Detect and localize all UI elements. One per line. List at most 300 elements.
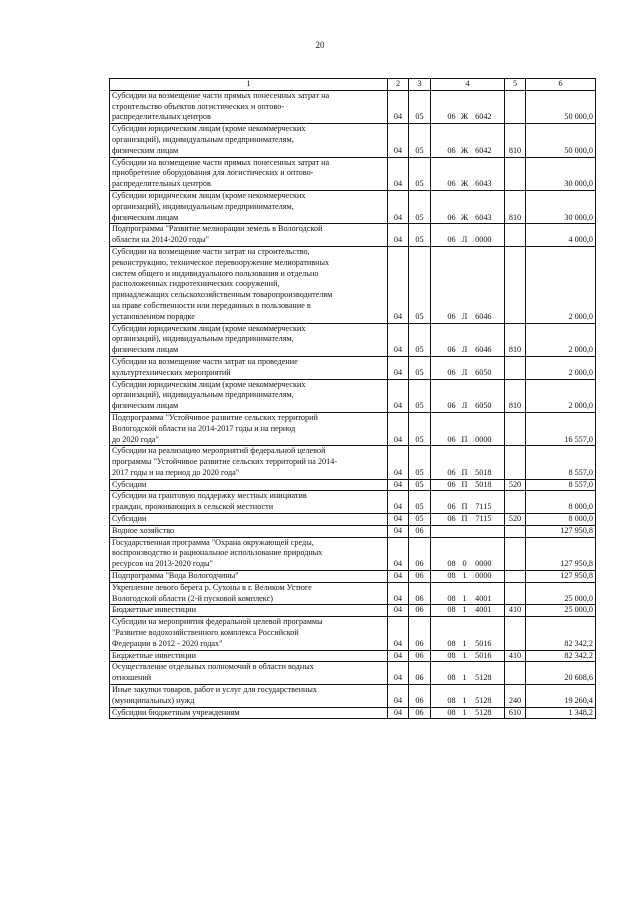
row-name-line: Осуществление отдельных полномочий в области водных xyxy=(112,662,314,672)
row-subsection: 05 xyxy=(409,356,431,379)
target-article-part: 7115 xyxy=(475,502,492,512)
row-amount: 127 950,8 xyxy=(526,537,596,570)
target-article-part: Ж xyxy=(460,179,469,189)
table-row xyxy=(110,662,596,685)
target-article-part: 6043 xyxy=(475,179,492,189)
row-expense-type: 810 xyxy=(505,379,526,412)
row-subsection: 06 xyxy=(409,662,431,685)
target-article-part: 1 xyxy=(462,638,467,648)
target-article-part: 06 xyxy=(447,212,456,222)
row-section: 04 xyxy=(388,356,409,379)
row-subsection: 06 xyxy=(409,537,431,570)
target-article-part: 7115 xyxy=(475,514,492,524)
row-name xyxy=(110,605,388,617)
row-expense-type xyxy=(505,491,526,514)
target-article-part: 08 xyxy=(447,559,456,569)
row-name-line: приобретение оборудования для логистических и оптово- xyxy=(112,168,314,178)
row-name xyxy=(110,124,388,157)
target-article-part: 0 xyxy=(462,559,467,569)
row-target-article xyxy=(431,379,505,412)
row-name xyxy=(110,246,388,323)
row-target-article xyxy=(431,190,505,223)
row-name-line: организаций), индивидуальным предпринимателям, xyxy=(112,134,294,144)
row-name-line: на праве собственности или переданных в пользование в xyxy=(112,300,311,310)
target-article-part: 6046 xyxy=(475,311,492,321)
row-name xyxy=(110,662,388,685)
target-article-part: 0000 xyxy=(475,559,492,569)
table-row xyxy=(110,571,596,583)
target-article-part: П xyxy=(461,479,468,489)
row-subsection: 05 xyxy=(409,124,431,157)
table-row xyxy=(110,479,596,491)
row-amount: 127 950,8 xyxy=(526,571,596,583)
row-name-line: (муниципальных) нужд xyxy=(112,695,195,705)
target-article-part: 08 xyxy=(447,571,456,581)
target-article-part: П xyxy=(461,502,468,512)
row-section: 04 xyxy=(388,479,409,491)
target-article-part: 6050 xyxy=(475,401,492,411)
row-amount: 25 000,0 xyxy=(526,605,596,617)
target-article-part: Л xyxy=(461,367,468,377)
row-amount: 50 000,0 xyxy=(526,90,596,123)
row-name xyxy=(110,157,388,190)
target-article-part: 1 xyxy=(462,707,467,717)
target-article-part: 5128 xyxy=(475,673,492,683)
row-name xyxy=(110,446,388,479)
row-name-line: распределительных центров xyxy=(112,112,211,122)
row-subsection: 05 xyxy=(409,90,431,123)
row-name xyxy=(110,491,388,514)
target-article-part: П xyxy=(461,514,468,524)
row-section: 04 xyxy=(388,617,409,650)
row-name xyxy=(110,650,388,662)
row-name-line: культуртехнических мероприятий xyxy=(112,367,231,377)
row-expense-type xyxy=(505,224,526,247)
header-col-5: 5 xyxy=(505,79,526,91)
target-article-part: 5016 xyxy=(475,638,492,648)
target-article-part: 6042 xyxy=(475,145,492,155)
header-col-1: 1 xyxy=(110,79,388,91)
row-amount: 25 000,0 xyxy=(526,582,596,605)
target-article-part: 06 xyxy=(447,401,456,411)
row-name-line: Подпрограмма "Вода Вологодчины" xyxy=(112,571,239,581)
table-row xyxy=(110,514,596,526)
row-name-line: области на 2014-2020 годы" xyxy=(112,235,210,245)
row-expense-type xyxy=(505,537,526,570)
row-subsection: 06 xyxy=(409,582,431,605)
row-expense-type xyxy=(505,617,526,650)
row-name-line: Субсидии на возмещение части прямых понесенных затрат на xyxy=(112,90,330,100)
target-article-part: 08 xyxy=(447,707,456,717)
row-name xyxy=(110,617,388,650)
row-subsection: 05 xyxy=(409,412,431,445)
target-article-part: 08 xyxy=(447,593,456,603)
row-name-line: Укрепление левого берега р. Сухоны в г. Великом Устюге xyxy=(112,582,312,592)
row-name-line: Вологодской области (2-й пусковой комплекс) xyxy=(112,593,273,603)
row-expense-type: 240 xyxy=(505,685,526,708)
row-subsection: 05 xyxy=(409,379,431,412)
row-name-line: Субсидии юридическим лицам (кроме некоммерческих xyxy=(112,379,306,389)
row-name-line: граждан, проживающих в сельской местности xyxy=(112,502,274,512)
header-col-2: 2 xyxy=(388,79,409,91)
target-article-part: 08 xyxy=(447,695,456,705)
row-section: 04 xyxy=(388,157,409,190)
row-name-line: распределительных центров xyxy=(112,179,211,189)
target-article-part: 06 xyxy=(447,479,456,489)
target-article-part: 0000 xyxy=(475,235,492,245)
row-name-line: "Развитие водохозяйственного комплекса Российской xyxy=(112,628,299,638)
target-article-part: 06 xyxy=(447,502,456,512)
row-expense-type xyxy=(505,582,526,605)
target-article-part: 0000 xyxy=(475,571,492,581)
row-name-line: Субсидии на грантовую поддержку местных инициатив xyxy=(112,491,307,501)
row-target-article xyxy=(431,446,505,479)
row-section: 04 xyxy=(388,224,409,247)
row-target-article xyxy=(431,246,505,323)
row-amount: 82 342,2 xyxy=(526,617,596,650)
target-article-part: 06 xyxy=(447,345,456,355)
row-name-line: отношений xyxy=(112,673,152,683)
row-amount: 20 608,6 xyxy=(526,662,596,685)
row-section: 04 xyxy=(388,514,409,526)
row-name-line: Субсидии юридическим лицам (кроме некоммерческих xyxy=(112,323,306,333)
row-name-line: Бюджетные инвестиции xyxy=(112,605,197,615)
target-article-part: 0000 xyxy=(475,434,492,444)
row-section: 04 xyxy=(388,650,409,662)
page-number: 20 xyxy=(315,40,325,50)
target-article-part: 08 xyxy=(447,605,456,615)
row-expense-type: 610 xyxy=(505,707,526,719)
row-amount: 2 000,0 xyxy=(526,356,596,379)
target-article-part: 5128 xyxy=(475,695,492,705)
row-section: 04 xyxy=(388,190,409,223)
row-amount: 30 000,0 xyxy=(526,190,596,223)
target-article-part: П xyxy=(461,434,468,444)
target-article-part: Л xyxy=(461,311,468,321)
target-article-part: 4001 xyxy=(475,593,492,603)
row-subsection: 06 xyxy=(409,650,431,662)
row-subsection: 05 xyxy=(409,491,431,514)
target-article-part: Л xyxy=(461,401,468,411)
header-col-6: 6 xyxy=(526,79,596,91)
row-amount: 82 342,2 xyxy=(526,650,596,662)
row-section: 04 xyxy=(388,525,409,537)
row-section: 04 xyxy=(388,571,409,583)
target-article-part: Ж xyxy=(460,145,469,155)
table-row xyxy=(110,605,596,617)
row-target-article xyxy=(431,685,505,708)
target-article-part: 08 xyxy=(447,673,456,683)
row-target-article xyxy=(431,157,505,190)
row-expense-type xyxy=(505,157,526,190)
row-target-article xyxy=(431,582,505,605)
row-name xyxy=(110,685,388,708)
row-section: 04 xyxy=(388,537,409,570)
row-target-article xyxy=(431,224,505,247)
row-name-line: ресурсов на 2013-2020 годы" xyxy=(112,559,213,569)
row-section: 04 xyxy=(388,662,409,685)
budget-table xyxy=(109,78,596,719)
target-article-part: Л xyxy=(461,345,468,355)
row-expense-type xyxy=(505,356,526,379)
row-name xyxy=(110,190,388,223)
row-name-line: физическим лицам xyxy=(112,145,179,155)
row-target-article xyxy=(431,571,505,583)
table-row xyxy=(110,246,596,323)
target-article-part: 4001 xyxy=(475,605,492,615)
row-amount: 16 557,0 xyxy=(526,412,596,445)
row-expense-type: 410 xyxy=(505,605,526,617)
row-name xyxy=(110,525,388,537)
row-name xyxy=(110,707,388,719)
row-target-article xyxy=(431,650,505,662)
table-row xyxy=(110,617,596,650)
row-expense-type xyxy=(505,662,526,685)
target-article-part: 1 xyxy=(462,673,467,683)
row-name-line: строительство объектов логистических и оптово- xyxy=(112,101,285,111)
row-target-article xyxy=(431,124,505,157)
target-article-part: Л xyxy=(461,235,468,245)
row-name xyxy=(110,323,388,356)
row-name-line: принадлежащих сельскохозяйственным товаропроизводителям xyxy=(112,290,333,300)
row-target-article xyxy=(431,662,505,685)
row-name-line: Субсидии на мероприятия федеральной целевой программы xyxy=(112,617,323,627)
target-article-part: Ж xyxy=(460,212,469,222)
row-name-line: Субсидии xyxy=(112,479,147,489)
row-name-line: 2017 годы и на период до 2020 года" xyxy=(112,467,240,477)
row-amount: 19 260,4 xyxy=(526,685,596,708)
row-expense-type: 410 xyxy=(505,650,526,662)
row-target-article xyxy=(431,412,505,445)
row-expense-type: 810 xyxy=(505,323,526,356)
row-expense-type: 810 xyxy=(505,124,526,157)
row-amount: 8 000,0 xyxy=(526,491,596,514)
row-target-article xyxy=(431,707,505,719)
row-subsection: 06 xyxy=(409,617,431,650)
table-row xyxy=(110,582,596,605)
row-section: 04 xyxy=(388,379,409,412)
row-expense-type xyxy=(505,571,526,583)
target-article-part: 06 xyxy=(447,235,456,245)
row-name xyxy=(110,224,388,247)
row-name-line: Субсидии юридическим лицам (кроме некоммерческих xyxy=(112,190,306,200)
row-name-line: Субсидии xyxy=(112,514,147,524)
row-section: 04 xyxy=(388,323,409,356)
row-expense-type xyxy=(505,90,526,123)
target-article-part: 06 xyxy=(447,434,456,444)
row-target-article xyxy=(431,605,505,617)
row-amount: 1 348,2 xyxy=(526,707,596,719)
row-subsection: 05 xyxy=(409,514,431,526)
row-name-line: Субсидии юридическим лицам (кроме некоммерческих xyxy=(112,124,306,134)
row-subsection: 06 xyxy=(409,525,431,537)
row-subsection: 06 xyxy=(409,685,431,708)
row-name-line: физическим лицам xyxy=(112,401,179,411)
row-name-line: реконструкцию, техническое перевооружение мелиоративных xyxy=(112,257,330,267)
target-article-part: 1 xyxy=(462,695,467,705)
row-section: 04 xyxy=(388,90,409,123)
row-subsection: 05 xyxy=(409,190,431,223)
row-name-line: воспроизводство и рациональное использование природных xyxy=(112,548,323,558)
target-article-part: 08 xyxy=(447,638,456,648)
row-amount: 8 000,0 xyxy=(526,514,596,526)
row-target-article xyxy=(431,514,505,526)
row-expense-type xyxy=(505,446,526,479)
table-row xyxy=(110,707,596,719)
row-name xyxy=(110,479,388,491)
target-article-part: 6042 xyxy=(475,112,492,122)
row-amount: 2 000,0 xyxy=(526,246,596,323)
row-name-line: физическим лицам xyxy=(112,345,179,355)
target-article-part: 06 xyxy=(447,179,456,189)
row-subsection: 05 xyxy=(409,479,431,491)
row-expense-type xyxy=(505,246,526,323)
row-name-line: установленном порядке xyxy=(112,311,195,321)
row-target-article xyxy=(431,491,505,514)
table-row xyxy=(110,379,596,412)
target-article-part: 1 xyxy=(462,650,467,660)
table-row xyxy=(110,323,596,356)
target-article-part: П xyxy=(461,467,468,477)
target-article-part: 06 xyxy=(447,514,456,524)
row-subsection: 05 xyxy=(409,246,431,323)
row-name-line: физическим лицам xyxy=(112,212,179,222)
table-row xyxy=(110,650,596,662)
row-name xyxy=(110,356,388,379)
target-article-part: 1 xyxy=(462,605,467,615)
target-article-part: 1 xyxy=(462,593,467,603)
row-section: 04 xyxy=(388,605,409,617)
row-name-line: Подпрограмма "Развитие мелиорации земель в Вологодской xyxy=(112,224,323,234)
row-target-article xyxy=(431,479,505,491)
row-amount: 127 950,8 xyxy=(526,525,596,537)
row-amount: 8 557,0 xyxy=(526,479,596,491)
row-expense-type: 520 xyxy=(505,514,526,526)
table-row xyxy=(110,491,596,514)
header-col-3: 3 xyxy=(409,79,431,91)
row-name-line: Иные закупки товаров, работ и услуг для государственных xyxy=(112,685,317,695)
table-row xyxy=(110,90,596,123)
row-name xyxy=(110,571,388,583)
table-row xyxy=(110,124,596,157)
row-section: 04 xyxy=(388,124,409,157)
row-name xyxy=(110,412,388,445)
row-name xyxy=(110,379,388,412)
target-article-part: 5018 xyxy=(475,479,492,489)
row-name-line: организаций), индивидуальным предпринимателям, xyxy=(112,390,294,400)
target-article-part: 1 xyxy=(462,571,467,581)
row-name-line: Субсидии на возмещение части прямых понесенных затрат на xyxy=(112,157,330,167)
target-article-part: 08 xyxy=(447,650,456,660)
row-name-line: Подпрограмма "Устойчивое развитие сельских территорий xyxy=(112,412,318,422)
row-name-line: Субсидии на возмещение части затрат на проведение xyxy=(112,356,298,366)
row-section: 04 xyxy=(388,685,409,708)
row-name xyxy=(110,582,388,605)
row-amount: 2 000,0 xyxy=(526,379,596,412)
row-expense-type: 520 xyxy=(505,479,526,491)
row-target-article xyxy=(431,525,505,537)
row-subsection: 05 xyxy=(409,323,431,356)
row-target-article xyxy=(431,356,505,379)
table-row xyxy=(110,412,596,445)
row-name-line: организаций), индивидуальным предпринимателям, xyxy=(112,334,294,344)
row-amount: 30 000,0 xyxy=(526,157,596,190)
row-section: 04 xyxy=(388,707,409,719)
row-name xyxy=(110,90,388,123)
row-name-line: до 2020 года" xyxy=(112,434,159,444)
row-expense-type xyxy=(505,525,526,537)
row-amount: 8 557,0 xyxy=(526,446,596,479)
row-section: 04 xyxy=(388,246,409,323)
target-article-part: 5128 xyxy=(475,707,492,717)
row-name-line: организаций), индивидуальным предпринимателям, xyxy=(112,201,294,211)
target-article-part: 06 xyxy=(447,112,456,122)
row-subsection: 06 xyxy=(409,707,431,719)
target-article-part: 5018 xyxy=(475,467,492,477)
target-article-part: 5016 xyxy=(475,650,492,660)
row-section: 04 xyxy=(388,412,409,445)
row-target-article xyxy=(431,323,505,356)
target-article-part: 6043 xyxy=(475,212,492,222)
row-section: 04 xyxy=(388,582,409,605)
row-subsection: 06 xyxy=(409,571,431,583)
row-subsection: 06 xyxy=(409,605,431,617)
row-name-line: Государственная программа "Охрана окружающей среды, xyxy=(112,537,314,547)
row-name-line: программы "Устойчивое развитие сельских территорий на 2014- xyxy=(112,457,338,467)
table-row xyxy=(110,157,596,190)
row-target-article xyxy=(431,90,505,123)
row-name xyxy=(110,514,388,526)
row-name-line: Федерации в 2012 - 2020 годах" xyxy=(112,638,223,648)
table-row xyxy=(110,525,596,537)
row-target-article xyxy=(431,537,505,570)
table-row xyxy=(110,685,596,708)
target-article-part: 06 xyxy=(447,311,456,321)
row-subsection: 05 xyxy=(409,224,431,247)
row-name xyxy=(110,537,388,570)
row-expense-type xyxy=(505,412,526,445)
row-amount: 2 000,0 xyxy=(526,323,596,356)
table-row xyxy=(110,224,596,247)
row-name-line: Субсидии на возмещение части затрат на строительство, xyxy=(112,246,310,256)
table-row xyxy=(110,190,596,223)
target-article-part: Ж xyxy=(460,112,469,122)
row-section: 04 xyxy=(388,446,409,479)
target-article-part: 6046 xyxy=(475,345,492,355)
row-name-line: Бюджетные инвестиции xyxy=(112,650,197,660)
row-expense-type: 810 xyxy=(505,190,526,223)
table-row xyxy=(110,537,596,570)
row-name-line: расположенных гидротехнических сооружений, xyxy=(112,279,280,289)
target-article-part: 06 xyxy=(447,467,456,477)
target-article-part: 6050 xyxy=(475,367,492,377)
table-row xyxy=(110,446,596,479)
row-amount: 4 000,0 xyxy=(526,224,596,247)
row-name-line: Вологодской области на 2014-2017 годы и на период xyxy=(112,423,296,433)
row-name-line: Субсидии бюджетным учреждениям xyxy=(112,707,240,717)
table-header-row xyxy=(110,79,596,91)
row-subsection: 05 xyxy=(409,446,431,479)
row-name-line: систем общего и индивидуального пользования и отдельно xyxy=(112,268,319,278)
row-subsection: 05 xyxy=(409,157,431,190)
row-name-line: Водное хозяйство xyxy=(112,525,175,535)
target-article-part: 06 xyxy=(447,367,456,377)
table-row xyxy=(110,356,596,379)
target-article-part: 06 xyxy=(447,145,456,155)
row-amount: 50 000,0 xyxy=(526,124,596,157)
row-section: 04 xyxy=(388,491,409,514)
row-target-article xyxy=(431,617,505,650)
